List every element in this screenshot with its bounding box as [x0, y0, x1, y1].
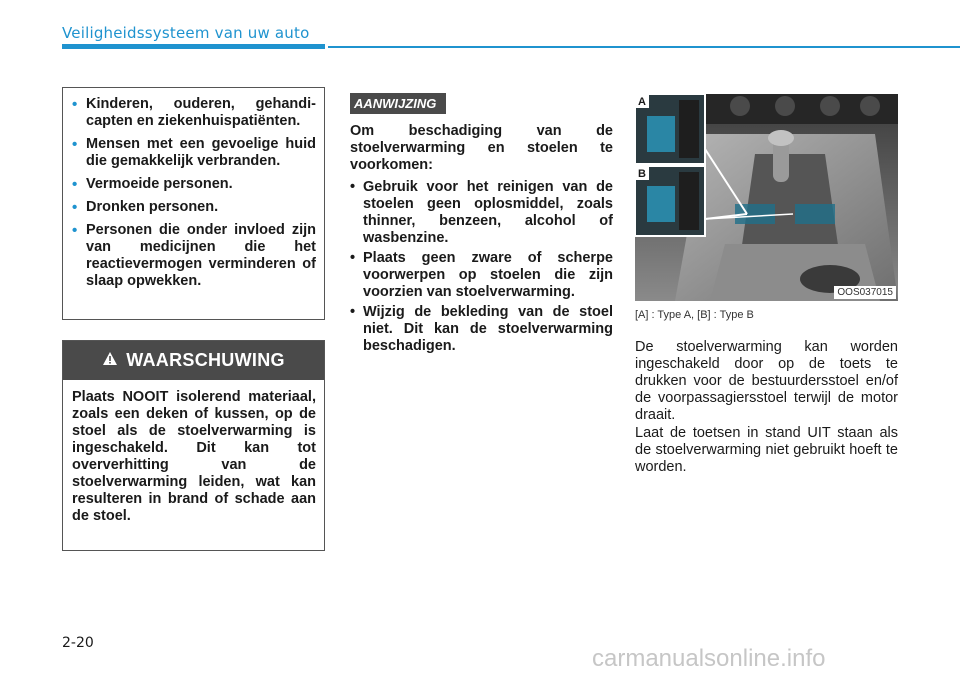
body-paragraph-1: De stoelverwarming kan worden ingeschakeld door op de toets te drukken voor de bestuurdersstoel en/of de voorpassagiersstoel terwijl de motor draait.: [635, 339, 898, 423]
list-item: • Gebruik voor het reinigen van de stoelen geen oplosmiddel, zoals thinner, benzeen, alcohol of wasbenzine.: [350, 179, 613, 246]
figure-caption: [A] : Type A, [B] : Type B: [635, 309, 754, 321]
figure-label-b: B: [638, 168, 646, 180]
list-item: • Kinderen, ouderen, gehandi-capten en ziekenhuispatiënten.: [72, 96, 316, 129]
body-paragraph-2: Laat de toetsen in stand UIT staan als de stoelverwarming niet gebruikt hoeft te worden.: [635, 425, 898, 475]
seat-heater-photo: [635, 94, 898, 301]
warning-text: Plaats NOOIT isolerend materiaal, zoals een deken of kussen, op de stoel als de stoelverwarming is ingeschakeld. Dit kan tot oververhitting van de stoelverwarming leiden, wat kan resulteren in brand of schade aan de stoel.: [72, 389, 316, 524]
warning-title: WAARSCHUWING: [126, 350, 285, 370]
notice-label: AANWIJZING: [350, 93, 446, 114]
risk-group-box: [62, 87, 325, 320]
section-title: Veiligheidssysteem van uw auto: [62, 24, 310, 42]
notice-list: [350, 179, 613, 358]
list-item: • Vermoeide personen.: [72, 176, 233, 193]
list-item: • Personen die onder invloed zijn van medicijnen die het reactievermogen verminderen of slaap opwekken.: [72, 222, 316, 289]
notice-intro: Om beschadiging van de stoelverwarming en stoelen te voorkomen:: [350, 123, 613, 173]
list-item: • Dronken personen.: [72, 199, 219, 216]
bullet-icon: •: [350, 304, 356, 320]
warning-triangle-icon: [102, 350, 118, 371]
bullet-icon: •: [72, 199, 78, 216]
warning-box: [62, 340, 325, 551]
bullet-icon: •: [72, 222, 78, 239]
header-rule-thick: [62, 44, 325, 49]
header-rule-thin: [328, 46, 960, 48]
figure-label-a: A: [638, 96, 646, 108]
page-number: 2-20: [62, 635, 94, 651]
warning-header: [63, 341, 324, 380]
bullet-icon: •: [72, 96, 78, 113]
risk-group-list: [72, 96, 316, 290]
figure-code: OOS037015: [834, 286, 896, 299]
bullet-icon: •: [350, 179, 356, 195]
list-item: • Plaats geen zware of scherpe voorwerpen op stoelen die zijn voorzien van stoelverwarming.: [350, 250, 613, 300]
list-item: • Mensen met een gevoelige huid die gemakkelijk verbranden.: [72, 136, 316, 169]
list-item: • Wijzig de bekleding van de stoel niet. Dit kan de stoelverwarming beschadigen.: [350, 304, 613, 354]
bullet-icon: •: [72, 176, 78, 193]
watermark: carmanualsonline.info: [592, 645, 826, 672]
center-console-illustration: [635, 94, 898, 301]
bullet-icon: •: [350, 250, 356, 266]
bullet-icon: •: [72, 136, 78, 153]
